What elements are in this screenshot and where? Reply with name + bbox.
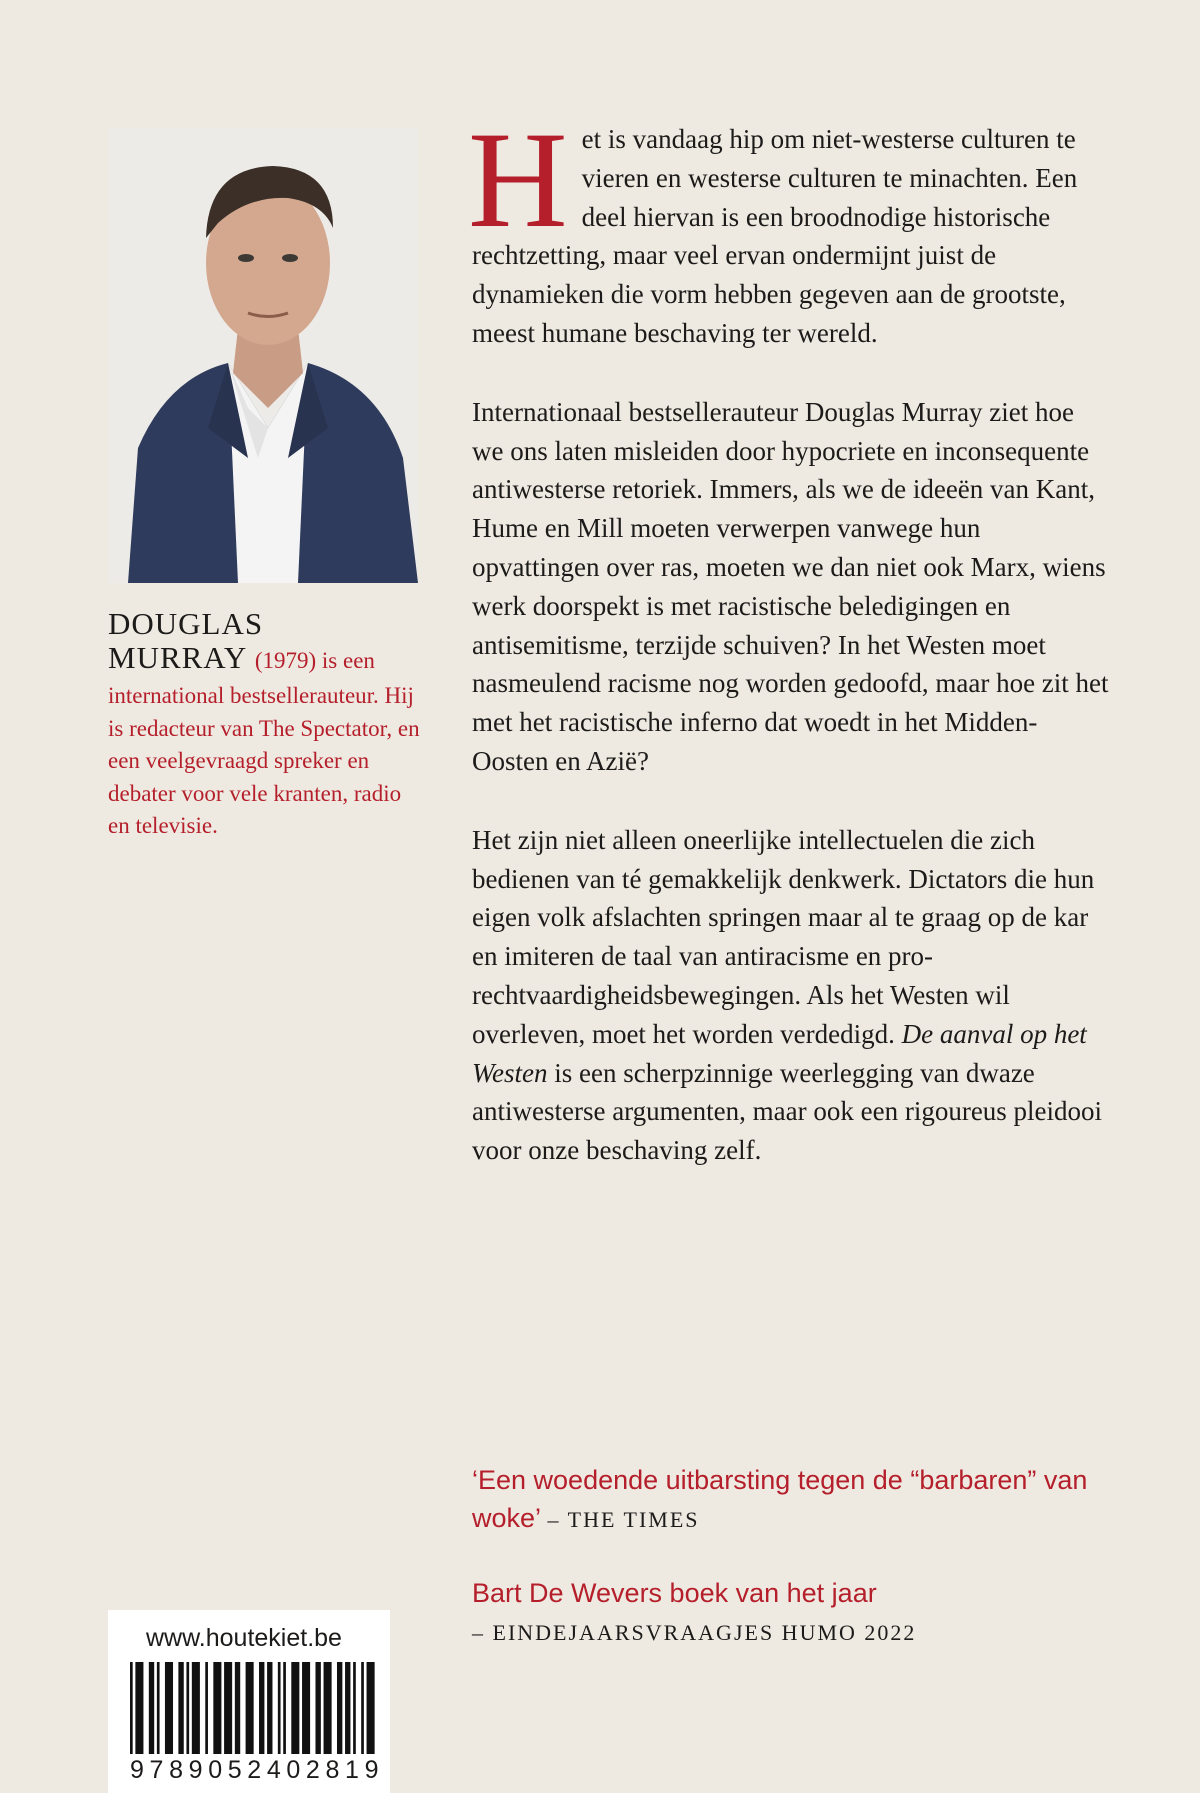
barcode-bar — [278, 1662, 281, 1754]
blurb-paragraph-3 — [472, 821, 1112, 1170]
isbn-digit: 2 — [247, 1756, 263, 1784]
isbn-number — [130, 1756, 380, 1785]
isbn-digit: 7 — [149, 1756, 165, 1784]
author-name — [108, 607, 428, 678]
author-bio-inline: (1979) is een — [254, 648, 375, 673]
barcode-bar — [186, 1662, 189, 1754]
barcode-panel — [108, 1610, 390, 1793]
blurb-text — [468, 103, 1112, 1210]
isbn-digit: 9 — [188, 1756, 205, 1784]
author-name-line1: DOUGLAS — [108, 606, 264, 641]
barcode-bar — [149, 1662, 154, 1754]
barcode-bar — [157, 1662, 160, 1754]
drop-cap: H — [468, 103, 568, 256]
isbn-digit: 1 — [345, 1756, 361, 1784]
isbn-digit: 2 — [305, 1756, 322, 1784]
barcode-bar — [205, 1662, 208, 1754]
barcode-bar — [235, 1662, 240, 1754]
barcode-bar — [315, 1662, 320, 1754]
barcode-bar — [135, 1662, 143, 1754]
blurb-paragraph-2: Internationaal bestsellerauteur Douglas Murray ziet hoe we ons laten misleiden door hypocriete en inconsequente antiwesterse retoriek. Immers, als we de ideeën van Kant, Hume en Mill moeten verwerpen vanwege hun opvattingen over ras, moeten we dan niet ook Marx, wiens werk doorspekt is met racistische beledigingen en antisemitisme, terzijde schuiven? In het Westen moet nasmeulend racisme nog worden gedoofd, maar hoe zit het met het racistische inferno dat woedt in het Midden-Oosten en Azië? — [472, 396, 1109, 776]
isbn-digit: 9 — [364, 1756, 380, 1784]
book-title: De aanval op het Westen — [472, 1018, 1087, 1088]
author-bio: international bestsellerauteur. Hij is redacteur van The Spectator, en een veelgevraagd spreker en debater voor vele kranten, radio en televisie. — [108, 683, 420, 838]
barcode-bar — [291, 1662, 299, 1754]
isbn-digit: 0 — [208, 1756, 224, 1784]
paragraph-3-before: Het zijn niet alleen oneerlijke intellectuelen die zich bedienen van té gemakkelijk denkwerk. Dictators die hun eigen volk afslachten springen maar al te graag op de kar en imiteren de taal van antiracisme en pro-rechtvaardigheidsbewegingen. Als het Westen wil overleven, moet het worden verdedigd. — [472, 824, 1095, 1049]
barcode-bar — [259, 1662, 264, 1754]
barcode-bar — [267, 1662, 272, 1754]
isbn-digit: 0 — [286, 1756, 302, 1784]
paragraph-1-text: et is vandaag hip om niet-westerse culturen te vieren en westerse culturen te minachten. Een deel hiervan is een broodnodige historische rechtzetting, maar veel ervan ondermijnt juist de dynamieken die vorm hebben gegeven aan de grootste, meest humane beschaving ter wereld. — [472, 124, 1078, 348]
isbn-digit: 4 — [266, 1756, 283, 1784]
review-quote-1 — [472, 1461, 1112, 1539]
isbn-digit: 5 — [227, 1756, 244, 1784]
quote-2-source: – EINDEJAARSVRAAGJES HUMO 2022 — [472, 1620, 917, 1645]
barcode-bar — [224, 1662, 232, 1754]
barcode-bar — [283, 1662, 286, 1754]
barcode-bar — [130, 1662, 133, 1754]
isbn-digit: 8 — [169, 1756, 185, 1784]
author-portrait-illustration — [108, 128, 418, 583]
isbn-digit: 9 — [130, 1756, 146, 1784]
barcode-bar — [353, 1662, 356, 1754]
barcode-bar — [324, 1662, 332, 1754]
barcode-bar — [178, 1662, 183, 1754]
barcode-bar — [246, 1662, 254, 1754]
barcode-bar — [165, 1662, 173, 1754]
isbn-digit: 8 — [325, 1756, 341, 1784]
barcode-bar — [367, 1662, 375, 1754]
author-photo — [108, 128, 418, 583]
paragraph-3-after: is een scherpzinnige weerlegging van dwaze antiwesterse argumenten, maar ook een rigoureus pleidooi voor onze beschaving zelf. — [472, 1057, 1103, 1166]
barcode-bar — [192, 1662, 200, 1754]
review-quote-2 — [472, 1574, 1112, 1652]
quote-1-source: – THE TIMES — [547, 1507, 700, 1532]
author-name-line2: MURRAY — [108, 640, 247, 675]
quote-1-text: ‘Een woedende uitbarsting tegen de “barbaren” van woke’ — [472, 1465, 1088, 1533]
publisher-website: www.houtekiet.be — [146, 1624, 342, 1652]
barcode-bar — [345, 1662, 350, 1754]
barcode-icon — [130, 1662, 380, 1754]
barcode-bar — [361, 1662, 364, 1754]
quote-2-text: Bart De Wevers boek van het jaar — [472, 1578, 877, 1608]
barcode-bar — [337, 1662, 342, 1754]
barcode-bar — [213, 1662, 221, 1754]
barcode-bar — [302, 1662, 310, 1754]
blurb-paragraph-1 — [468, 103, 1112, 353]
